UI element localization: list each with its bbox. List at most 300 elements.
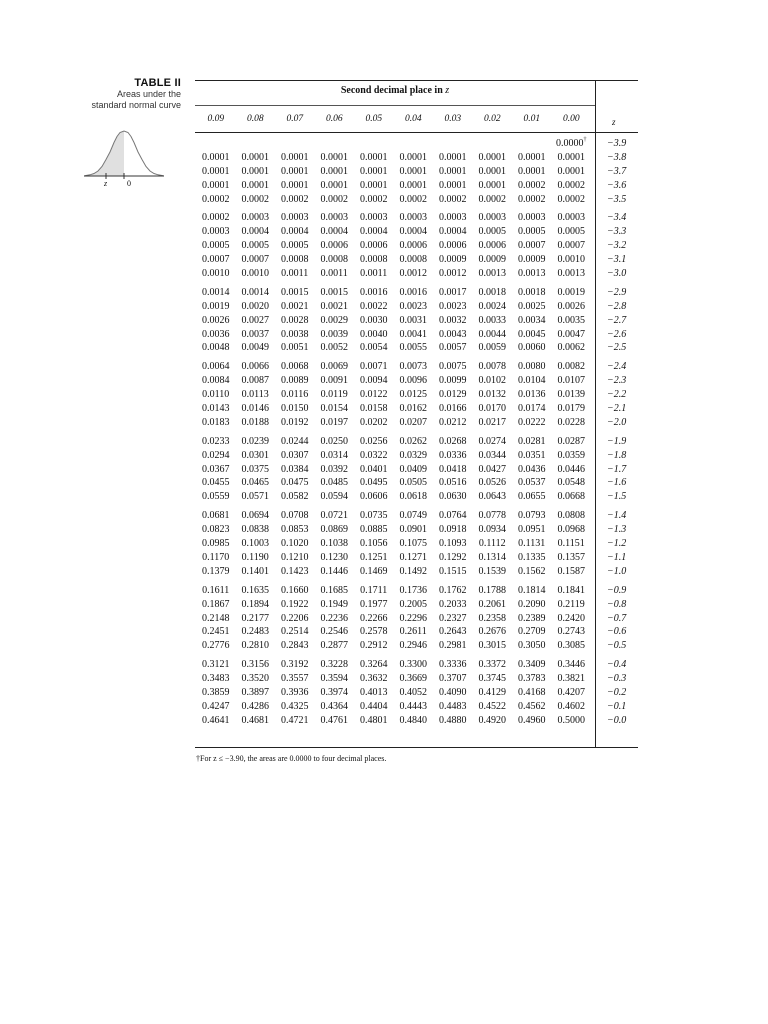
z-value: −1.3: [607, 524, 627, 536]
table-cell: 0.0262: [399, 435, 427, 447]
table-cell: 0.0537: [518, 477, 546, 489]
table-cell: 0.0034: [518, 314, 546, 326]
z-value: −2.4: [607, 361, 627, 373]
z-value: −2.5: [607, 342, 627, 354]
table-cell: 0.1736: [399, 584, 427, 596]
table-cell: 0.0068: [281, 361, 309, 373]
table-cell: 0.0003: [439, 212, 467, 224]
table-cell: 0.0002: [478, 193, 506, 205]
table-cell: 0.1170: [202, 551, 230, 563]
table-cell: 0.4168: [518, 686, 546, 698]
table-cell: 0.0003: [478, 212, 506, 224]
table-cell: 0.0084: [202, 375, 230, 387]
table-cell: 0.0019: [557, 286, 585, 298]
table-cell: 0.2090: [518, 598, 546, 610]
table-cell: 0.1423: [281, 565, 309, 577]
table-cell: 0.1446: [320, 565, 348, 577]
table-cell: 0.0359: [557, 449, 585, 461]
table-cell: 0.3050: [518, 640, 546, 652]
column-headers: [196, 114, 591, 124]
table-row: [196, 388, 636, 402]
table-cell: 0.0013: [478, 268, 506, 280]
table-cell: 0.2236: [320, 612, 348, 624]
table-cell: 0.0032: [439, 314, 467, 326]
table-cell: 0.4681: [241, 714, 269, 726]
table-cell: 0.2177: [241, 612, 269, 624]
table-cell: 0.4443: [399, 700, 427, 712]
table-cell: 0.0003: [202, 226, 230, 238]
table-cell: 0.1271: [399, 551, 427, 563]
z-value: −1.9: [607, 435, 627, 447]
table-cell: 0.0174: [518, 403, 546, 415]
table-cell: 0.0427: [478, 463, 506, 475]
z-value: −2.8: [607, 300, 627, 312]
table-cell: 0.0708: [281, 510, 309, 522]
table-cell: 0.2206: [281, 612, 309, 624]
header-title-var: z: [445, 85, 450, 96]
z-value: −2.6: [607, 328, 627, 340]
table-row: [196, 328, 636, 342]
table-cell: 0.0026: [557, 300, 585, 312]
z-value: −3.7: [607, 165, 627, 177]
column-header: 0.04: [404, 114, 422, 124]
table-cell: 0.0154: [320, 403, 348, 415]
table-cell: 0.0002: [518, 193, 546, 205]
table-row: [196, 700, 636, 714]
table-cell: 0.0002: [202, 212, 230, 224]
table-cell: 0.3707: [439, 673, 467, 685]
table-cell: 0.0054: [360, 342, 388, 354]
table-row: [196, 300, 636, 314]
table-cell: 0.1314: [478, 551, 506, 563]
table-cell: 0.0075: [439, 361, 467, 373]
table-cell: 0.0228: [557, 416, 585, 428]
table-cell: 0.1003: [241, 538, 269, 550]
table-cell: 0.0003: [281, 212, 309, 224]
table-cell: 0.0183: [202, 416, 230, 428]
table-cell: 0.0162: [399, 403, 427, 415]
table-cell: 0.0066: [241, 361, 269, 373]
table-cell: 0.1788: [478, 584, 506, 596]
table-cell: 0.2877: [320, 640, 348, 652]
table-cell: [552, 137, 592, 151]
table-cell: 0.3264: [360, 659, 388, 671]
table-cell: 0.0008: [360, 254, 388, 266]
z-value: −3.4: [607, 212, 627, 224]
table-cell: 0.0005: [241, 240, 269, 252]
table-row: [196, 537, 636, 551]
table-cell: 0.0007: [241, 254, 269, 266]
table-cell: 0.0006: [320, 240, 348, 252]
z-value: −3.5: [607, 193, 627, 205]
table-cell: 0.0885: [360, 524, 388, 536]
table-row: [196, 658, 636, 672]
table-description-line2: standard normal curve: [91, 100, 181, 110]
z-value: −0.9: [607, 584, 627, 596]
table-cell: 0.1093: [439, 538, 467, 550]
table-row: [196, 672, 636, 686]
z-value: −0.7: [607, 612, 627, 624]
table-row: [196, 137, 636, 151]
table-cell: 0.1210: [281, 551, 309, 563]
table-cell: 0.0023: [439, 300, 467, 312]
table-cell: 0.2981: [439, 640, 467, 652]
z-value: −0.8: [607, 598, 627, 610]
table-cell: 0.0006: [478, 240, 506, 252]
table-cell: 0.0119: [320, 389, 348, 401]
table-cell: 0.1949: [320, 598, 348, 610]
table-cell: 0.0505: [399, 477, 427, 489]
table-cell: 0.1977: [360, 598, 388, 610]
table-cell: 0.4920: [478, 714, 506, 726]
table-cell: 0.3632: [360, 673, 388, 685]
table-cell: 0.4880: [439, 714, 467, 726]
table-cell: 0.0222: [518, 416, 546, 428]
table-cell: 0.0021: [320, 300, 348, 312]
table-cell: 0.1251: [360, 551, 388, 563]
z-value: −3.1: [607, 254, 627, 266]
table-cell: 0.0015: [320, 286, 348, 298]
column-header: 0.00: [562, 114, 580, 124]
table-cell: 0.0287: [557, 435, 585, 447]
table-cell: 0.0212: [439, 416, 467, 428]
table-cell: 0.1020: [281, 538, 309, 550]
table-cell: 0.0018: [518, 286, 546, 298]
table-cell: 0.0033: [478, 314, 506, 326]
table-cell: 0.0028: [281, 314, 309, 326]
table-cell: 0.4090: [439, 686, 467, 698]
table-row: [196, 225, 636, 239]
table-cell: 0.0274: [478, 435, 506, 447]
table-row: [196, 193, 636, 207]
table-cell: 0.0001: [281, 151, 309, 163]
table-cell: 0.2643: [439, 626, 467, 638]
table-cell: 0.2389: [518, 612, 546, 624]
table-cell: 0.1469: [360, 565, 388, 577]
table-cell: 0.4247: [202, 700, 230, 712]
z-value: −2.2: [607, 389, 627, 401]
table-cell: 0.4801: [360, 714, 388, 726]
table-cell: 0.0985: [202, 538, 230, 550]
table-row: [196, 267, 636, 281]
table-cell: 0.0001: [557, 151, 585, 163]
table-cell: 0.4129: [478, 686, 506, 698]
table-cell: 0.0003: [557, 212, 585, 224]
table-cell: 0.1539: [478, 565, 506, 577]
table-cell: 0.4761: [320, 714, 348, 726]
table-cell: 0.4052: [399, 686, 427, 698]
curve-z-label: z: [104, 179, 108, 188]
table-cell: 0.0024: [478, 300, 506, 312]
table-cell: 0.3156: [241, 659, 269, 671]
table-cell: 0.1867: [202, 598, 230, 610]
table-cell: 0.0749: [399, 510, 427, 522]
table-cell: 0.2061: [478, 598, 506, 610]
table-cell: 0.0036: [202, 328, 230, 340]
table-cell: 0.3372: [478, 659, 506, 671]
table-cell: 0.0808: [557, 510, 585, 522]
z-value: −2.0: [607, 416, 627, 428]
table-cell: 0.0401: [360, 463, 388, 475]
table-cell: 0.0001: [399, 179, 427, 191]
table-cell: 0.0001: [518, 165, 546, 177]
table-cell: 0.0045: [518, 328, 546, 340]
header-bottom-rule: [195, 132, 638, 133]
table-cell: 0.0475: [281, 477, 309, 489]
z-value: −1.5: [607, 491, 627, 503]
table-cell: 0.0367: [202, 463, 230, 475]
table-cell: 0.0694: [241, 510, 269, 522]
table-cell: 0.0166: [439, 403, 467, 415]
table-cell: 0.0001: [360, 165, 388, 177]
table-row: [196, 523, 636, 537]
table-row: [196, 374, 636, 388]
table-cell: 0.3936: [281, 686, 309, 698]
table-cell: 0.0869: [320, 524, 348, 536]
table-cell: 0.0039: [320, 328, 348, 340]
z-value: −0.5: [607, 640, 627, 652]
table-cell: 0.2611: [399, 626, 427, 638]
table-cell: 0.2148: [202, 612, 230, 624]
table-row: [196, 360, 636, 374]
column-header: 0.06: [325, 114, 343, 124]
table-cell: 0.0143: [202, 403, 230, 415]
table-cell: 0.0008: [320, 254, 348, 266]
table-cell: 0.1711: [360, 584, 388, 596]
table-cell: 0.3669: [399, 673, 427, 685]
table-cell: 0.0001: [399, 151, 427, 163]
table-cell: 0.0001: [360, 151, 388, 163]
table-cell: 0.0035: [557, 314, 585, 326]
table-cell: 0.0256: [360, 435, 388, 447]
table-cell: 0.0004: [281, 226, 309, 238]
table-cell: 0.0202: [360, 416, 388, 428]
table-cell: 0.0073: [399, 361, 427, 373]
z-value: −2.9: [607, 286, 627, 298]
table-cell: 0.0192: [281, 416, 309, 428]
table-cell: 0.0001: [557, 165, 585, 177]
table-cell: 0.2005: [399, 598, 427, 610]
table-row: [196, 490, 636, 504]
table-row: [196, 435, 636, 449]
table-body: [196, 137, 636, 728]
table-cell: 0.0003: [320, 212, 348, 224]
table-cell: 0.1894: [241, 598, 269, 610]
table-cell: 0.1492: [399, 565, 427, 577]
table-cell: 0.0004: [320, 226, 348, 238]
column-header: 0.08: [246, 114, 264, 124]
table-cell: 0.1841: [557, 584, 585, 596]
table-cell: 0.0838: [241, 524, 269, 536]
table-cell: 0.0001: [478, 151, 506, 163]
table-cell: 0.2358: [478, 612, 506, 624]
table-cell: 0.0001: [241, 151, 269, 163]
z-value: −1.4: [607, 510, 627, 522]
table-row: [196, 151, 636, 165]
table-caption: [60, 77, 181, 111]
table-cell: 0.0010: [557, 254, 585, 266]
table-cell: 0.0344: [478, 449, 506, 461]
table-cell: 0.2546: [320, 626, 348, 638]
table-cell: 0.0031: [399, 314, 427, 326]
table-cell: 0.1038: [320, 538, 348, 550]
table-cell: 0.3446: [557, 659, 585, 671]
table-cell: 0.0351: [518, 449, 546, 461]
column-header: 0.03: [444, 114, 462, 124]
table-cell: 0.0014: [202, 286, 230, 298]
table-cell: 0.0094: [360, 375, 388, 387]
table-cell: 0.0008: [281, 254, 309, 266]
table-cell: 0.3483: [202, 673, 230, 685]
table-cell: 0.0038: [281, 328, 309, 340]
z-value: −1.2: [607, 538, 627, 550]
table-cell: 0.1611: [202, 584, 230, 596]
table-row: [196, 551, 636, 565]
table-cell: 0.0392: [320, 463, 348, 475]
table-cell: 0.0102: [478, 375, 506, 387]
table-cell: 0.0418: [439, 463, 467, 475]
table-cell: 0.2709: [518, 626, 546, 638]
table-cell: 0.0001: [360, 179, 388, 191]
table-cell: 0.0001: [439, 151, 467, 163]
table-cell: 0.4364: [320, 700, 348, 712]
table-row: [196, 314, 636, 328]
table-cell: 0.1814: [518, 584, 546, 596]
table-cell: 0.1660: [281, 584, 309, 596]
table-cell: 0.2810: [241, 640, 269, 652]
z-value: −0.0: [607, 714, 627, 726]
table-cell: 0.3015: [478, 640, 506, 652]
table-cell: 0.4404: [360, 700, 388, 712]
table-cell: 0.4207: [557, 686, 585, 698]
table-cell: 0.2946: [399, 640, 427, 652]
table-cell: 0.4641: [202, 714, 230, 726]
table-cell: 0.2327: [439, 612, 467, 624]
table-cell: 0.0001: [518, 151, 546, 163]
table-cell: 0.0001: [202, 151, 230, 163]
table-row: [196, 612, 636, 626]
table-cell: 0.0643: [478, 491, 506, 503]
z-value: −3.8: [607, 151, 627, 163]
table-cell: 0.0001: [399, 165, 427, 177]
table-cell: 0.4562: [518, 700, 546, 712]
table-cell: 0.1151: [557, 538, 585, 550]
table-cell: 0.0011: [320, 268, 348, 280]
table-cell: 0.0655: [518, 491, 546, 503]
table-cell: 0.0007: [557, 240, 585, 252]
table-cell: 0.0239: [241, 435, 269, 447]
table-cell: 0.0006: [439, 240, 467, 252]
table-cell: 0.0002: [320, 193, 348, 205]
table-cell: 0.0526: [478, 477, 506, 489]
table-cell: 0.0047: [557, 328, 585, 340]
table-cell: 0.0043: [439, 328, 467, 340]
table-cell: 0.0027: [241, 314, 269, 326]
table-cell: 0.1292: [439, 551, 467, 563]
table-cell: 0.2912: [360, 640, 388, 652]
table-cell: 0.0020: [241, 300, 269, 312]
table-cell: 0.0336: [439, 449, 467, 461]
table-cell: 0.0025: [518, 300, 546, 312]
table-cell: 0.0089: [281, 375, 309, 387]
table-cell: 0.2578: [360, 626, 388, 638]
table-cell: 0.0030: [360, 314, 388, 326]
table-row: [196, 463, 636, 477]
table-cell: 0.0016: [399, 286, 427, 298]
z-value: −2.1: [607, 403, 627, 415]
table-cell: 0.0099: [439, 375, 467, 387]
z-value: −0.2: [607, 686, 627, 698]
table-row: [196, 584, 636, 598]
table-cell: 0.0823: [202, 524, 230, 536]
table-cell: 0.0004: [399, 226, 427, 238]
table-cell: 0.3897: [241, 686, 269, 698]
first-row-value: 0.0000: [556, 138, 584, 149]
table-cell: 0.0064: [202, 361, 230, 373]
table-cell: 0.0197: [320, 416, 348, 428]
z-value: −3.2: [607, 240, 627, 252]
table-row: [196, 686, 636, 700]
table-cell: 0.0107: [557, 375, 585, 387]
table-cell: 0.3974: [320, 686, 348, 698]
table-cell: 0.0571: [241, 491, 269, 503]
table-cell: 0.0001: [320, 151, 348, 163]
column-header: 0.02: [483, 114, 501, 124]
table-row: [196, 598, 636, 612]
table-cell: 0.0011: [360, 268, 388, 280]
table-top-rule: [195, 80, 638, 81]
table-cell: 0.3520: [241, 673, 269, 685]
table-row: [196, 416, 636, 430]
table-cell: 0.0001: [281, 165, 309, 177]
table-cell: 0.0132: [478, 389, 506, 401]
table-cell: 0.0049: [241, 342, 269, 354]
table-cell: 0.0002: [399, 193, 427, 205]
table-cell: 0.0001: [202, 179, 230, 191]
table-cell: 0.0009: [518, 254, 546, 266]
table-cell: 0.0122: [360, 389, 388, 401]
z-value: −1.7: [607, 463, 627, 475]
table-row: [196, 341, 636, 355]
table-cell: 0.0009: [478, 254, 506, 266]
table-cell: 0.1112: [478, 538, 506, 550]
table-cell: 0.0668: [557, 491, 585, 503]
table-cell: 0.0129: [439, 389, 467, 401]
table-cell: 0.1922: [281, 598, 309, 610]
table-cell: 0.3300: [399, 659, 427, 671]
z-value: −3.6: [607, 179, 627, 191]
footnote: †For z ≤ −3.90, the areas are 0.0000 to four decimal places.: [196, 754, 387, 763]
table-bottom-rule: [195, 747, 638, 748]
table-cell: 0.0059: [478, 342, 506, 354]
table-cell: 0.1587: [557, 565, 585, 577]
table-cell: 0.4721: [281, 714, 309, 726]
z-value: −1.1: [607, 551, 627, 563]
z-value: −1.6: [607, 477, 627, 489]
table-cell: 0.4325: [281, 700, 309, 712]
table-cell: 0.4602: [557, 700, 585, 712]
table-cell: 0.0001: [281, 179, 309, 191]
table-cell: 0.0010: [202, 268, 230, 280]
table-cell: 0.0281: [518, 435, 546, 447]
column-header: 0.01: [523, 114, 541, 124]
column-header: 0.09: [207, 114, 225, 124]
dagger-mark: †: [583, 137, 587, 143]
z-value: −1.0: [607, 565, 627, 577]
table-cell: 0.1762: [439, 584, 467, 596]
table-cell: 0.0003: [360, 212, 388, 224]
table-cell: 0.0005: [518, 226, 546, 238]
